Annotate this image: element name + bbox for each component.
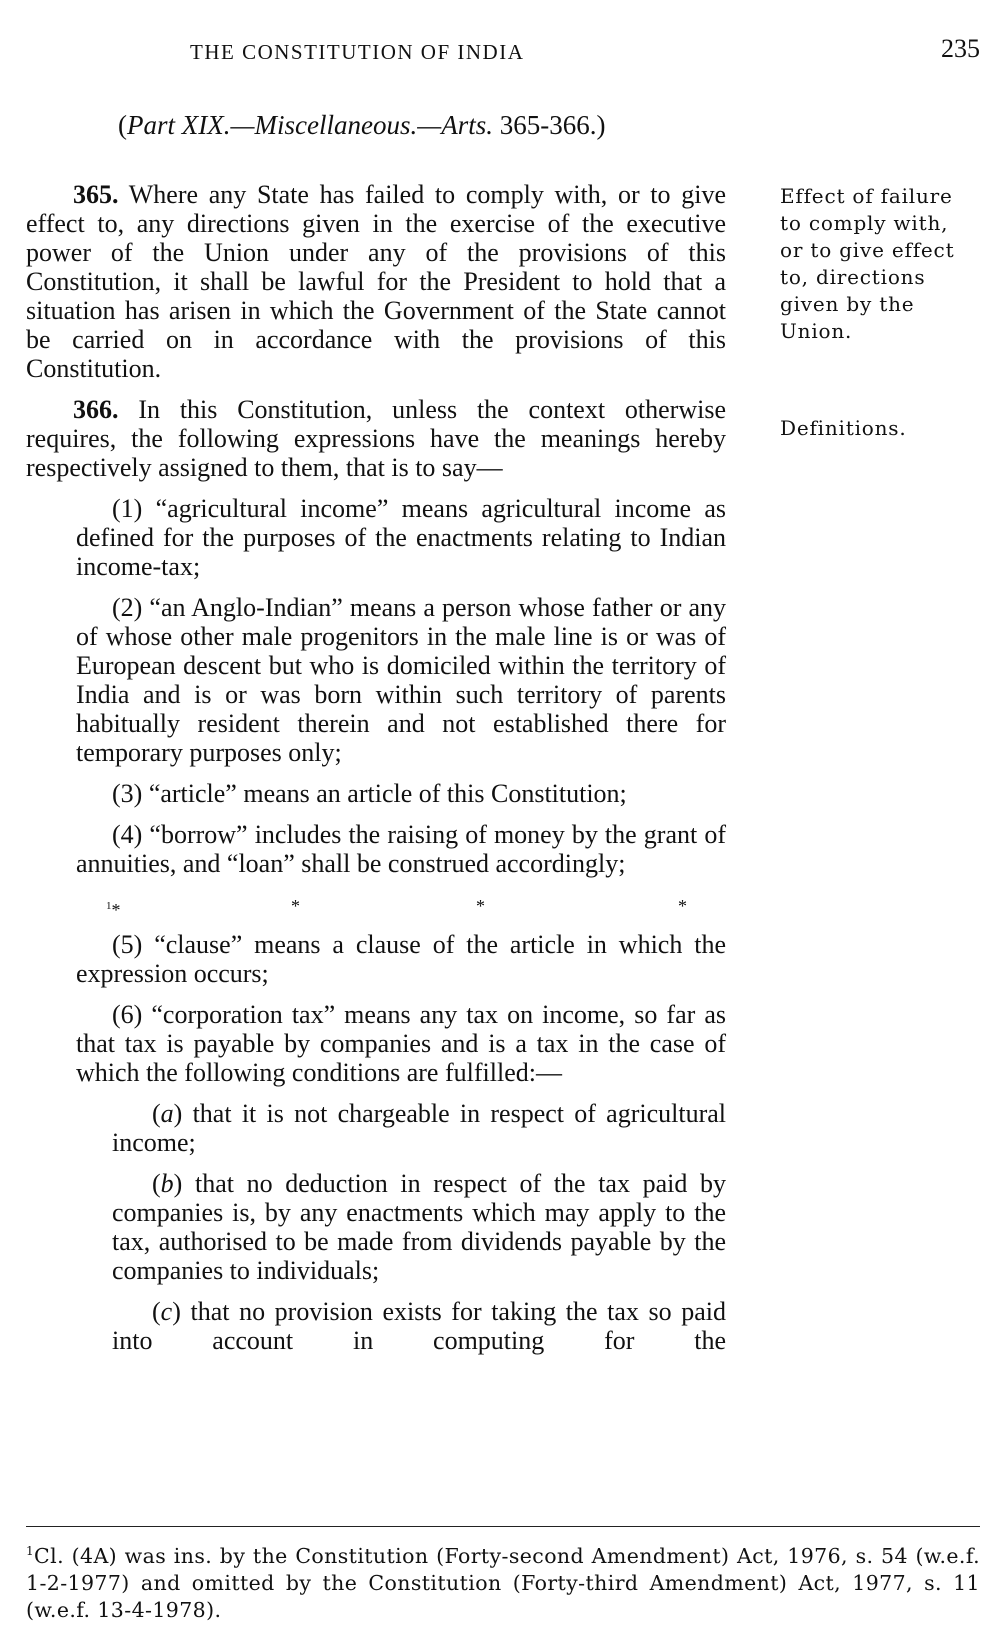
condition-b-label: b [160, 1169, 174, 1198]
footnote-ref: 1 [26, 1544, 35, 1558]
omission-star-1-glyph: * [111, 900, 121, 920]
omission-star-3: * [476, 896, 485, 916]
part-heading-open: ( [118, 110, 127, 140]
condition-a-label: a [160, 1099, 174, 1128]
margin-note-366: Definitions. [780, 416, 907, 440]
article-366-number: 366. [73, 395, 119, 424]
omission-star-4: * [678, 896, 687, 916]
part-heading [118, 110, 605, 141]
footnote [26, 1538, 980, 1624]
definition-1: (1) “agricultural income” means agricultural income as defined for the purposes of the enactments relating to Indian income-tax; [76, 494, 726, 581]
article-366 [26, 395, 726, 482]
main-text [26, 180, 726, 1367]
article-365 [26, 180, 726, 383]
definition-4: (4) “borrow” includes the raising of money by the grant of annuities, and “loan” shall be construed accordingly; [76, 820, 726, 878]
condition-c-label: c [160, 1297, 173, 1326]
condition-a-text: that it is not chargeable in respect of agricultural income; [112, 1099, 726, 1157]
definition-6: (6) “corporation tax” means any tax on income, so far as that tax is payable by companies and is a tax in the case of which the following conditions are fulfilled:— [76, 1000, 726, 1087]
condition-b-text: that no deduction in respect of the tax paid by companies is, by any enactments which may apply to the tax, authorised to be made from dividends payable by the companies to individuals; [112, 1169, 726, 1285]
margin-note-365: Effect of failure to comply with, or to give effect to, directions given by the Union. [780, 184, 955, 343]
condition-b: (b) that no deduction in respect of the tax paid by companies is, by any enactments which may apply to the tax, authorised to be made from dividends payable by the companies to individuals; [112, 1169, 726, 1285]
part-heading-range: 365-366.) [492, 110, 606, 140]
definition-5: (5) “clause” means a clause of the article in which the expression occurs; [76, 930, 726, 988]
condition-c-text: that no provision exists for taking the tax so paid into account in computing for the [112, 1297, 726, 1355]
running-head: THE CONSTITUTION OF INDIA [190, 40, 525, 64]
condition-a: (a) that it is not chargeable in respect of agricultural income; [112, 1099, 726, 1157]
page-number: 235 [941, 34, 980, 63]
definition-3: (3) “article” means an article of this Constitution; [112, 779, 627, 808]
footnote-divider [26, 1526, 980, 1527]
omission-stars [26, 886, 726, 920]
condition-c: (c) that no provision exists for taking the tax so paid into account in computing for the [112, 1297, 726, 1355]
omission-star-1 [106, 892, 121, 925]
omission-footnote-ref: 1 [106, 900, 112, 912]
article-366-text: In this Constitution, unless the context otherwise requires, the following expressions have the meanings hereby respectively assigned to them, that is to say— [26, 395, 726, 482]
definition-2: (2) “an Anglo-Indian” means a person whose father or any of whose other male progenitors in the male line is or was of European descent but who is domiciled within the territory of India and is or was born within such territory of parents habitually resident therein and not established there for temporary purposes only; [76, 593, 726, 767]
omission-star-2: * [291, 896, 300, 916]
article-365-number: 365. [73, 180, 119, 209]
part-heading-title: Part XIX.—Miscellaneous.—Arts. [127, 110, 493, 140]
article-365-text: Where any State has failed to comply with, or to give effect to, any directions given in the exercise of the executive power of the Union under any of the provisions of this Constitution, it shall be lawful for the President to hold that a situation has arisen in which the Government of the State cannot be carried on in accordance with the provisions of this Constitution. [26, 180, 726, 383]
footnote-text: Cl. (4A) was ins. by the Constitution (Forty-second Amendment) Act, 1976, s. 54 (w.e.f. 1-2-1977) and omitted by the Constitution (Forty-third Amendment) Act, 1977, s. 11 (w.e.f. 13-4-1978). [26, 1543, 980, 1622]
